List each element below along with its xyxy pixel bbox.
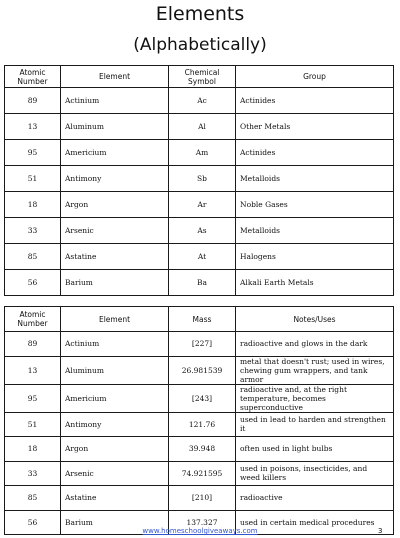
- group-cell: Noble Gases: [236, 192, 394, 218]
- element-cell: Americium: [61, 140, 169, 166]
- mass-cell: 121.76: [169, 412, 236, 437]
- atomic-number-cell: 51: [5, 412, 61, 437]
- element-cell: Argon: [61, 437, 169, 462]
- atomic-number-cell: 33: [5, 461, 61, 486]
- atomic-number-cell: 18: [5, 437, 61, 462]
- header-notes-uses: Notes/Uses: [236, 307, 394, 332]
- atomic-number-cell: 18: [5, 192, 61, 218]
- atomic-number-cell: 95: [5, 384, 61, 412]
- symbol-cell: Al: [169, 114, 236, 140]
- element-cell: Aluminum: [61, 356, 169, 384]
- header-atomic-number: Atomic Number: [5, 66, 61, 88]
- header-element: Element: [61, 307, 169, 332]
- table-row: [5, 486, 394, 511]
- atomic-number-cell: 56: [5, 510, 61, 535]
- mass-cell: 74.921595: [169, 461, 236, 486]
- group-cell: Alkali Earth Metals: [236, 270, 394, 296]
- table-row: [5, 166, 394, 192]
- group-cell: Actinides: [236, 140, 394, 166]
- symbol-cell: Ba: [169, 270, 236, 296]
- table-header-row: [5, 307, 394, 332]
- page-subtitle: (Alphabetically): [133, 35, 267, 55]
- table-row: [5, 437, 394, 462]
- table-row: [5, 218, 394, 244]
- atomic-number-cell: 95: [5, 140, 61, 166]
- element-cell: Arsenic: [61, 218, 169, 244]
- page-title: Elements: [155, 3, 245, 25]
- atomic-number-cell: 56: [5, 270, 61, 296]
- notes-cell: used in lead to harden and strengthen it: [236, 412, 394, 437]
- mass-cell: 39.948: [169, 437, 236, 462]
- atomic-number-cell: 13: [5, 114, 61, 140]
- element-cell: Americium: [61, 384, 169, 412]
- group-cell: Halogens: [236, 244, 394, 270]
- mass-cell: 137.327: [169, 510, 236, 535]
- table-row: [5, 114, 394, 140]
- group-cell: Other Metals: [236, 114, 394, 140]
- table-body: [5, 88, 394, 296]
- element-cell: Astatine: [61, 244, 169, 270]
- notes-cell: radioactive and, at the right temperature, becomes superconductive: [236, 384, 394, 412]
- table-row: [5, 332, 394, 357]
- group-cell: Metalloids: [236, 218, 394, 244]
- symbol-cell: At: [169, 244, 236, 270]
- notes-cell: used in certain medical procedures: [236, 510, 394, 535]
- table-row: [5, 244, 394, 270]
- elements-mass-table: [4, 306, 394, 535]
- notes-cell: used in poisons, insecticides, and weed killers: [236, 461, 394, 486]
- atomic-number-cell: 51: [5, 166, 61, 192]
- page-number: 3: [378, 527, 383, 535]
- symbol-cell: Sb: [169, 166, 236, 192]
- group-cell: Actinides: [236, 88, 394, 114]
- elements-symbol-table: [4, 65, 394, 296]
- element-cell: Aluminum: [61, 114, 169, 140]
- symbol-cell: Am: [169, 140, 236, 166]
- element-cell: Barium: [61, 270, 169, 296]
- table-body: [5, 332, 394, 535]
- header-atomic-number: Atomic Number: [5, 307, 61, 332]
- symbol-cell: Ar: [169, 192, 236, 218]
- element-cell: Barium: [61, 510, 169, 535]
- symbol-cell: As: [169, 218, 236, 244]
- table-row: [5, 140, 394, 166]
- table-row: [5, 270, 394, 296]
- table-row: [5, 384, 394, 412]
- atomic-number-cell: 33: [5, 218, 61, 244]
- notes-cell: often used in light bulbs: [236, 437, 394, 462]
- header-group: Group: [236, 66, 394, 88]
- table-row: [5, 461, 394, 486]
- notes-cell: metal that doesn't rust; used in wires, chewing gum wrappers, and tank armor: [236, 356, 394, 384]
- group-cell: Metalloids: [236, 166, 394, 192]
- element-cell: Astatine: [61, 486, 169, 511]
- mass-cell: [227]: [169, 332, 236, 357]
- element-cell: Arsenic: [61, 461, 169, 486]
- notes-cell: radioactive: [236, 486, 394, 511]
- mass-cell: [243]: [169, 384, 236, 412]
- atomic-number-cell: 89: [5, 88, 61, 114]
- element-cell: Actinium: [61, 332, 169, 357]
- element-cell: Antimony: [61, 166, 169, 192]
- element-cell: Actinium: [61, 88, 169, 114]
- table-row: [5, 356, 394, 384]
- header-mass: Mass: [169, 307, 236, 332]
- header-chemical-symbol: Chemical Symbol: [169, 66, 236, 88]
- header-element: Element: [61, 66, 169, 88]
- table-row: [5, 412, 394, 437]
- table-row: [5, 88, 394, 114]
- element-cell: Argon: [61, 192, 169, 218]
- atomic-number-cell: 85: [5, 486, 61, 511]
- mass-cell: 26.981539: [169, 356, 236, 384]
- atomic-number-cell: 89: [5, 332, 61, 357]
- notes-cell: radioactive and glows in the dark: [236, 332, 394, 357]
- atomic-number-cell: 85: [5, 244, 61, 270]
- table-row: [5, 192, 394, 218]
- mass-cell: [210]: [169, 486, 236, 511]
- table-header-row: [5, 66, 394, 88]
- symbol-cell: Ac: [169, 88, 236, 114]
- footer-website-link[interactable]: www.homeschoolgiveaways.com: [142, 527, 258, 535]
- atomic-number-cell: 13: [5, 356, 61, 384]
- element-cell: Antimony: [61, 412, 169, 437]
